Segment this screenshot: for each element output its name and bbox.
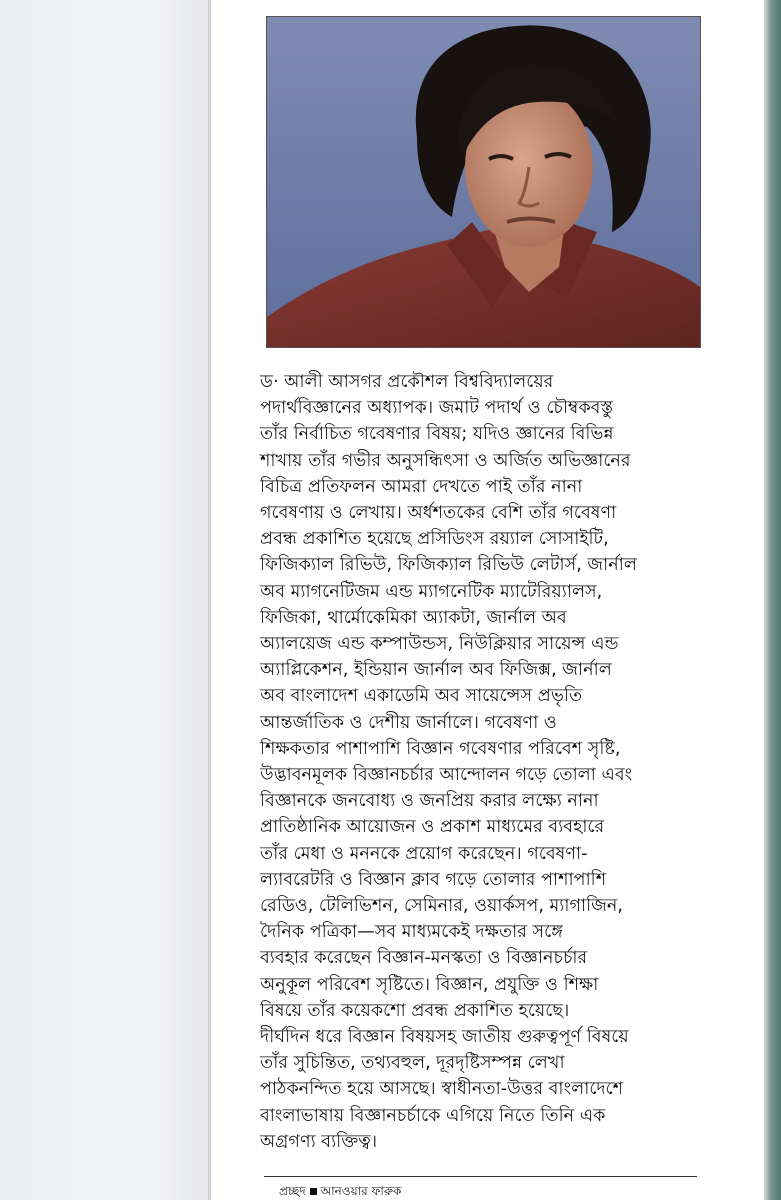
author-portrait	[267, 17, 700, 347]
cover-credit-label: প্রচ্ছদ	[279, 1184, 306, 1198]
divider-rule	[264, 1176, 697, 1177]
cover-edge-strip	[764, 0, 781, 1200]
cover-artist-name: আনওয়ার ফারুক	[320, 1184, 402, 1198]
cover-credit	[279, 1183, 401, 1199]
author-biography: ড· আলী আসগর প্রকৌশল বিশ্ববিদ্যালয়ের পদার্থবিজ্ঞানের অধ্যাপক। জমাট পদার্থ ও চৌম্বকবস্তু তাঁর নির্বাচিত গবেষণার বিষয়; যদিও জ্ঞানের বিভিন্ন শাখায় তাঁর গভীর অনুসন্ধিৎসা ও অর্জিত অভিজ্ঞানের বিচিত্র প্রতিফলন আমরা দেখতে পাই তাঁর নানা গবেষণায় ও লেখায়। অর্ধশতকের বেশি তাঁর গবেষণা প্রবন্ধ প্রকাশিত হয়েছে প্রসিডিংস রয়্যাল সোসাইটি, ফিজিক্যাল রিভিউ, ফিজিক্যাল রিভিউ লেটার্স, জার্নাল অব ম্যাগনেটিজম এন্ড ম্যাগনেটিক ম্যাটেরিয়্যালস, ফিজিকা, থার্মোকেমিকা অ্যাকটা, জার্নাল অব অ্যালয়েজ এন্ড কম্পাউন্ডস, নিউক্লিয়ার সায়েন্স এন্ড অ্যাপ্লিকেশন, ইন্ডিয়ান জার্নাল অব ফিজিক্স, জার্নাল অব বাংলাদেশ একাডেমি অব সায়েন্সেস প্রভৃতি আন্তর্জাতিক ও দেশীয় জার্নালে। গবেষণা ও শিক্ষকতার পাশাপাশি বিজ্ঞান গবেষণার পরিবেশ সৃষ্টি, উদ্ভাবনমূলক বিজ্ঞানচর্চার আন্দোলন গড়ে তোলা এবং বিজ্ঞানকে জনবোধ্য ও জনপ্রিয় করার লক্ষ্যে নানা প্রাতিষ্ঠানিক আয়োজন ও প্রকাশ মাধ্যমের ব্যবহারে তাঁর মেধা ও মননকে প্রয়োগ করেছেন। গবেষণা- ল্যাবরেটরি ও বিজ্ঞান ক্লাব গড়ে তোলার পাশাপাশি রেডিও, টেলিভিশন, সেমিনার, ওয়ার্কসপ, ম্যাগাজিন, দৈনিক পত্রিকা—সব মাধ্যমকেই দক্ষতার সঙ্গে ব্যবহার করেছেন বিজ্ঞান-মনস্কতা ও বিজ্ঞানচর্চার অনুকূল পরিবেশ সৃষ্টিতে। বিজ্ঞান, প্রযুক্তি ও শিক্ষা বিষয়ে তাঁর কয়েকশো প্রবন্ধ প্রকাশিত হয়েছে। দীর্ঘদিন ধরে বিজ্ঞান বিষয়সহ জাতীয় গুরুত্বপূর্ণ বিষয়ে তাঁর সুচিন্তিত, তথ্যবহুল, দূরদৃষ্টিসম্পন্ন লেখা পাঠকনন্দিত হয়ে আসছে। স্বাধীনতা-উত্তর বাংলাদেশে বাংলাভাষায় বিজ্ঞানচর্চাকে এগিয়ে নিতে তিনি এক অগ্রগণ্য ব্যক্তিত্ব।	[260, 372, 637, 1152]
author-photo	[266, 16, 701, 348]
left-margin	[0, 0, 210, 1200]
square-bullet-icon	[310, 1188, 317, 1195]
back-cover-flap	[211, 0, 764, 1200]
